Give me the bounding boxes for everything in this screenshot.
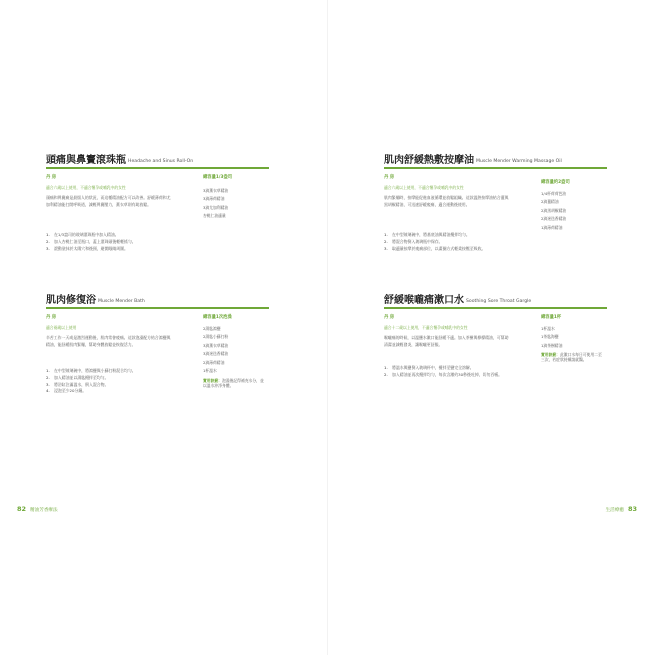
recipe-title-zh: 舒緩喉嚨痛漱口水 — [384, 295, 464, 306]
step-item: 2. 加入杏桃仁油至瓶口，蓋上滾珠頭後輕輕搖勻。 — [46, 238, 136, 244]
ingredient-item: 3滴薰衣草精油 — [203, 342, 229, 348]
recipe-title — [384, 290, 607, 306]
step-item: 2. 加入精油並再次攪拌均勻，每次含漱約30秒後吐掉，切勿吞嚥。 — [384, 371, 502, 377]
ingredient-item: 3滴薄荷精油 — [203, 196, 225, 202]
ingredient-item: 3滴迷迭香精油 — [203, 351, 229, 357]
page-number: 83 — [627, 505, 637, 513]
audience-note: 適合六歲以上使用，不適合懷孕或哺乳中的女性 — [384, 185, 464, 190]
audience-label: 丹 房 — [46, 315, 57, 320]
ingredient-item: 1杯溫水 — [203, 368, 217, 374]
audience-label: 丹 房 — [384, 175, 395, 180]
step-item: 1. 在中型玻璃碗中，將瀉鹽與小蘇打粉混合均勻。 — [46, 368, 136, 373]
recipe-steps — [46, 232, 171, 252]
ingredients-list — [541, 325, 562, 350]
recipe-headache-roll-on — [46, 150, 269, 270]
step-item: 2. 將混合物倒入玻璃瓶中保存。 — [384, 238, 443, 244]
title-rule — [384, 167, 607, 169]
recipe-title — [46, 150, 269, 166]
ingredients-label: 總容量約2盎司 — [541, 180, 570, 185]
ingredient-item: 2滴迷迭香精油 — [541, 216, 567, 222]
recipe-steps — [46, 368, 171, 395]
ingredients-label: 總容量1/3盎司 — [203, 175, 233, 180]
audience-note: 適合六歲以上使用，不適合懷孕或哺乳中的女性 — [46, 185, 126, 190]
audience-note: 適合十二歲以上使用，不適合懷孕或哺乳中的女性 — [384, 325, 468, 330]
running-head: 生活療癒 — [605, 508, 624, 513]
right-page — [328, 0, 655, 655]
recipe-title-zh: 頭痛與鼻竇滾珠瓶 — [46, 155, 126, 166]
tip-text: 泡澡後記得補充水分，並以溫水沖淨身體。 — [203, 378, 264, 389]
step-item: 2. 加入精油並以湯匙攪拌至均勻。 — [46, 374, 109, 380]
recipe-muscle-mender-bath — [46, 290, 269, 420]
ingredient-item: 3滴尤加利精油 — [203, 204, 229, 210]
step-item: 1. 將溫水與鹽倒入玻璃杯中，攪拌至鹽完全溶解。 — [384, 365, 474, 370]
recipe-title-zh: 肌肉舒緩熱敷按摩油 — [384, 155, 474, 166]
recipe-title-en: Soothing Sore Throat Gargle — [466, 299, 532, 304]
step-item: 3. 取適量按摩於痠痛部位，以畫圈方式輕柔按壓至吸收。 — [384, 245, 486, 251]
ingredient-item: 2湯匙瀉鹽 — [203, 326, 221, 331]
running-head: 精油芳香療法 — [30, 508, 58, 513]
tip-label: 實用訣竅： — [541, 352, 560, 357]
recipe-title-en: Muscle Mender Bath — [98, 299, 145, 304]
recipe-intro: 肌肉緊繃時，按摩能促進血液循環並放鬆組織。這款溫熱按摩油結合薑與黑胡椒精油，可迅速舒緩痠痛，適合運動後使用。 — [384, 195, 509, 207]
ingredients-label: 總容量1次泡澡 — [203, 315, 232, 320]
step-item: 4. 浸泡至少20分鐘。 — [46, 388, 87, 394]
ingredient-item: 1滴茶樹精油 — [541, 342, 563, 348]
recipe-intro: 頭痛和鼻竇痛是最惱人的狀況，而這種精油配方可以改善。舒緩薄荷和尤加利精油能打開呼吸道，減輕鼻竇壓力，薰衣草則有助放鬆。 — [46, 195, 171, 207]
recipe-title — [384, 150, 607, 166]
page-number: 82 — [17, 505, 27, 513]
recipe-steps — [384, 365, 509, 379]
ingredient-item: 1杯溫水 — [541, 326, 555, 331]
page-folio — [17, 505, 62, 513]
ingredient-item: 2滴薑精油 — [541, 199, 559, 205]
step-item: 3. 將浴缸注滿溫水，倒入混合物。 — [46, 381, 109, 387]
recipe-intro: 喉嚨痛的時候，以溫鹽水漱口能舒緩不適。加入茶樹與檸檬精油，可幫助清潔並減輕發炎，讓喉嚨更舒服。 — [384, 335, 509, 347]
recipe-sore-throat-gargle — [384, 290, 607, 410]
practical-tip — [203, 378, 267, 388]
step-item: 1. 在中型玻璃碗中，將基底油與精油攪拌均勻。 — [384, 232, 470, 237]
recipe-title-en: Muscle Mender Warming Massage Oil — [476, 159, 562, 164]
ingredient-item: 1茶匙海鹽 — [541, 334, 559, 340]
ingredient-item: 1/4杯荷荷芭油 — [541, 191, 567, 196]
ingredient-item: 2滴薄荷精油 — [203, 359, 225, 365]
title-rule — [384, 307, 607, 309]
recipe-title — [46, 290, 269, 306]
ingredients-list — [541, 190, 566, 232]
recipe-intro: 辛苦工作一天或是激烈運動後，肌肉常會痠痛。這款泡澡配方結合瀉鹽與精油，能舒緩肌肉緊繃，幫助身體放鬆並恢復活力。 — [46, 335, 171, 347]
left-page — [0, 0, 327, 655]
practical-tip — [541, 352, 605, 362]
tip-label: 實用訣竅： — [203, 378, 222, 383]
recipe-title-zh: 肌肉修復浴 — [46, 295, 96, 306]
ingredients-label: 總容量1杯 — [541, 315, 562, 320]
tip-text: 此漱口水每日可使用二至三次，若症狀持續請就醫。 — [541, 352, 602, 363]
title-rule — [46, 167, 269, 169]
step-item: 1. 在1/3盎司的玻璃滾珠瓶中加入精油。 — [46, 232, 119, 237]
title-rule — [46, 307, 269, 309]
ingredient-item: 1滴薄荷精油 — [541, 224, 563, 230]
step-item: 3. 滾動塗抹於太陽穴和後頸，避開眼睛周圍。 — [46, 245, 128, 251]
audience-label: 丹 房 — [46, 175, 57, 180]
ingredient-item: 2湯匙小蘇打粉 — [203, 334, 229, 340]
recipe-warming-massage-oil — [384, 150, 607, 270]
ingredient-item: 杏桃仁油適量 — [203, 213, 226, 219]
ingredients-list — [203, 325, 228, 375]
recipe-steps — [384, 232, 509, 252]
audience-label: 丹 房 — [384, 315, 395, 320]
page-folio — [602, 505, 637, 513]
recipe-title-en: Headache and Sinus Roll-On — [128, 159, 194, 164]
ingredient-item: 3滴薰衣草精油 — [203, 188, 229, 193]
audience-note: 適合兩歲以上使用 — [46, 325, 77, 330]
ingredient-item: 2滴黑胡椒精油 — [541, 207, 567, 213]
ingredients-list — [203, 187, 228, 221]
